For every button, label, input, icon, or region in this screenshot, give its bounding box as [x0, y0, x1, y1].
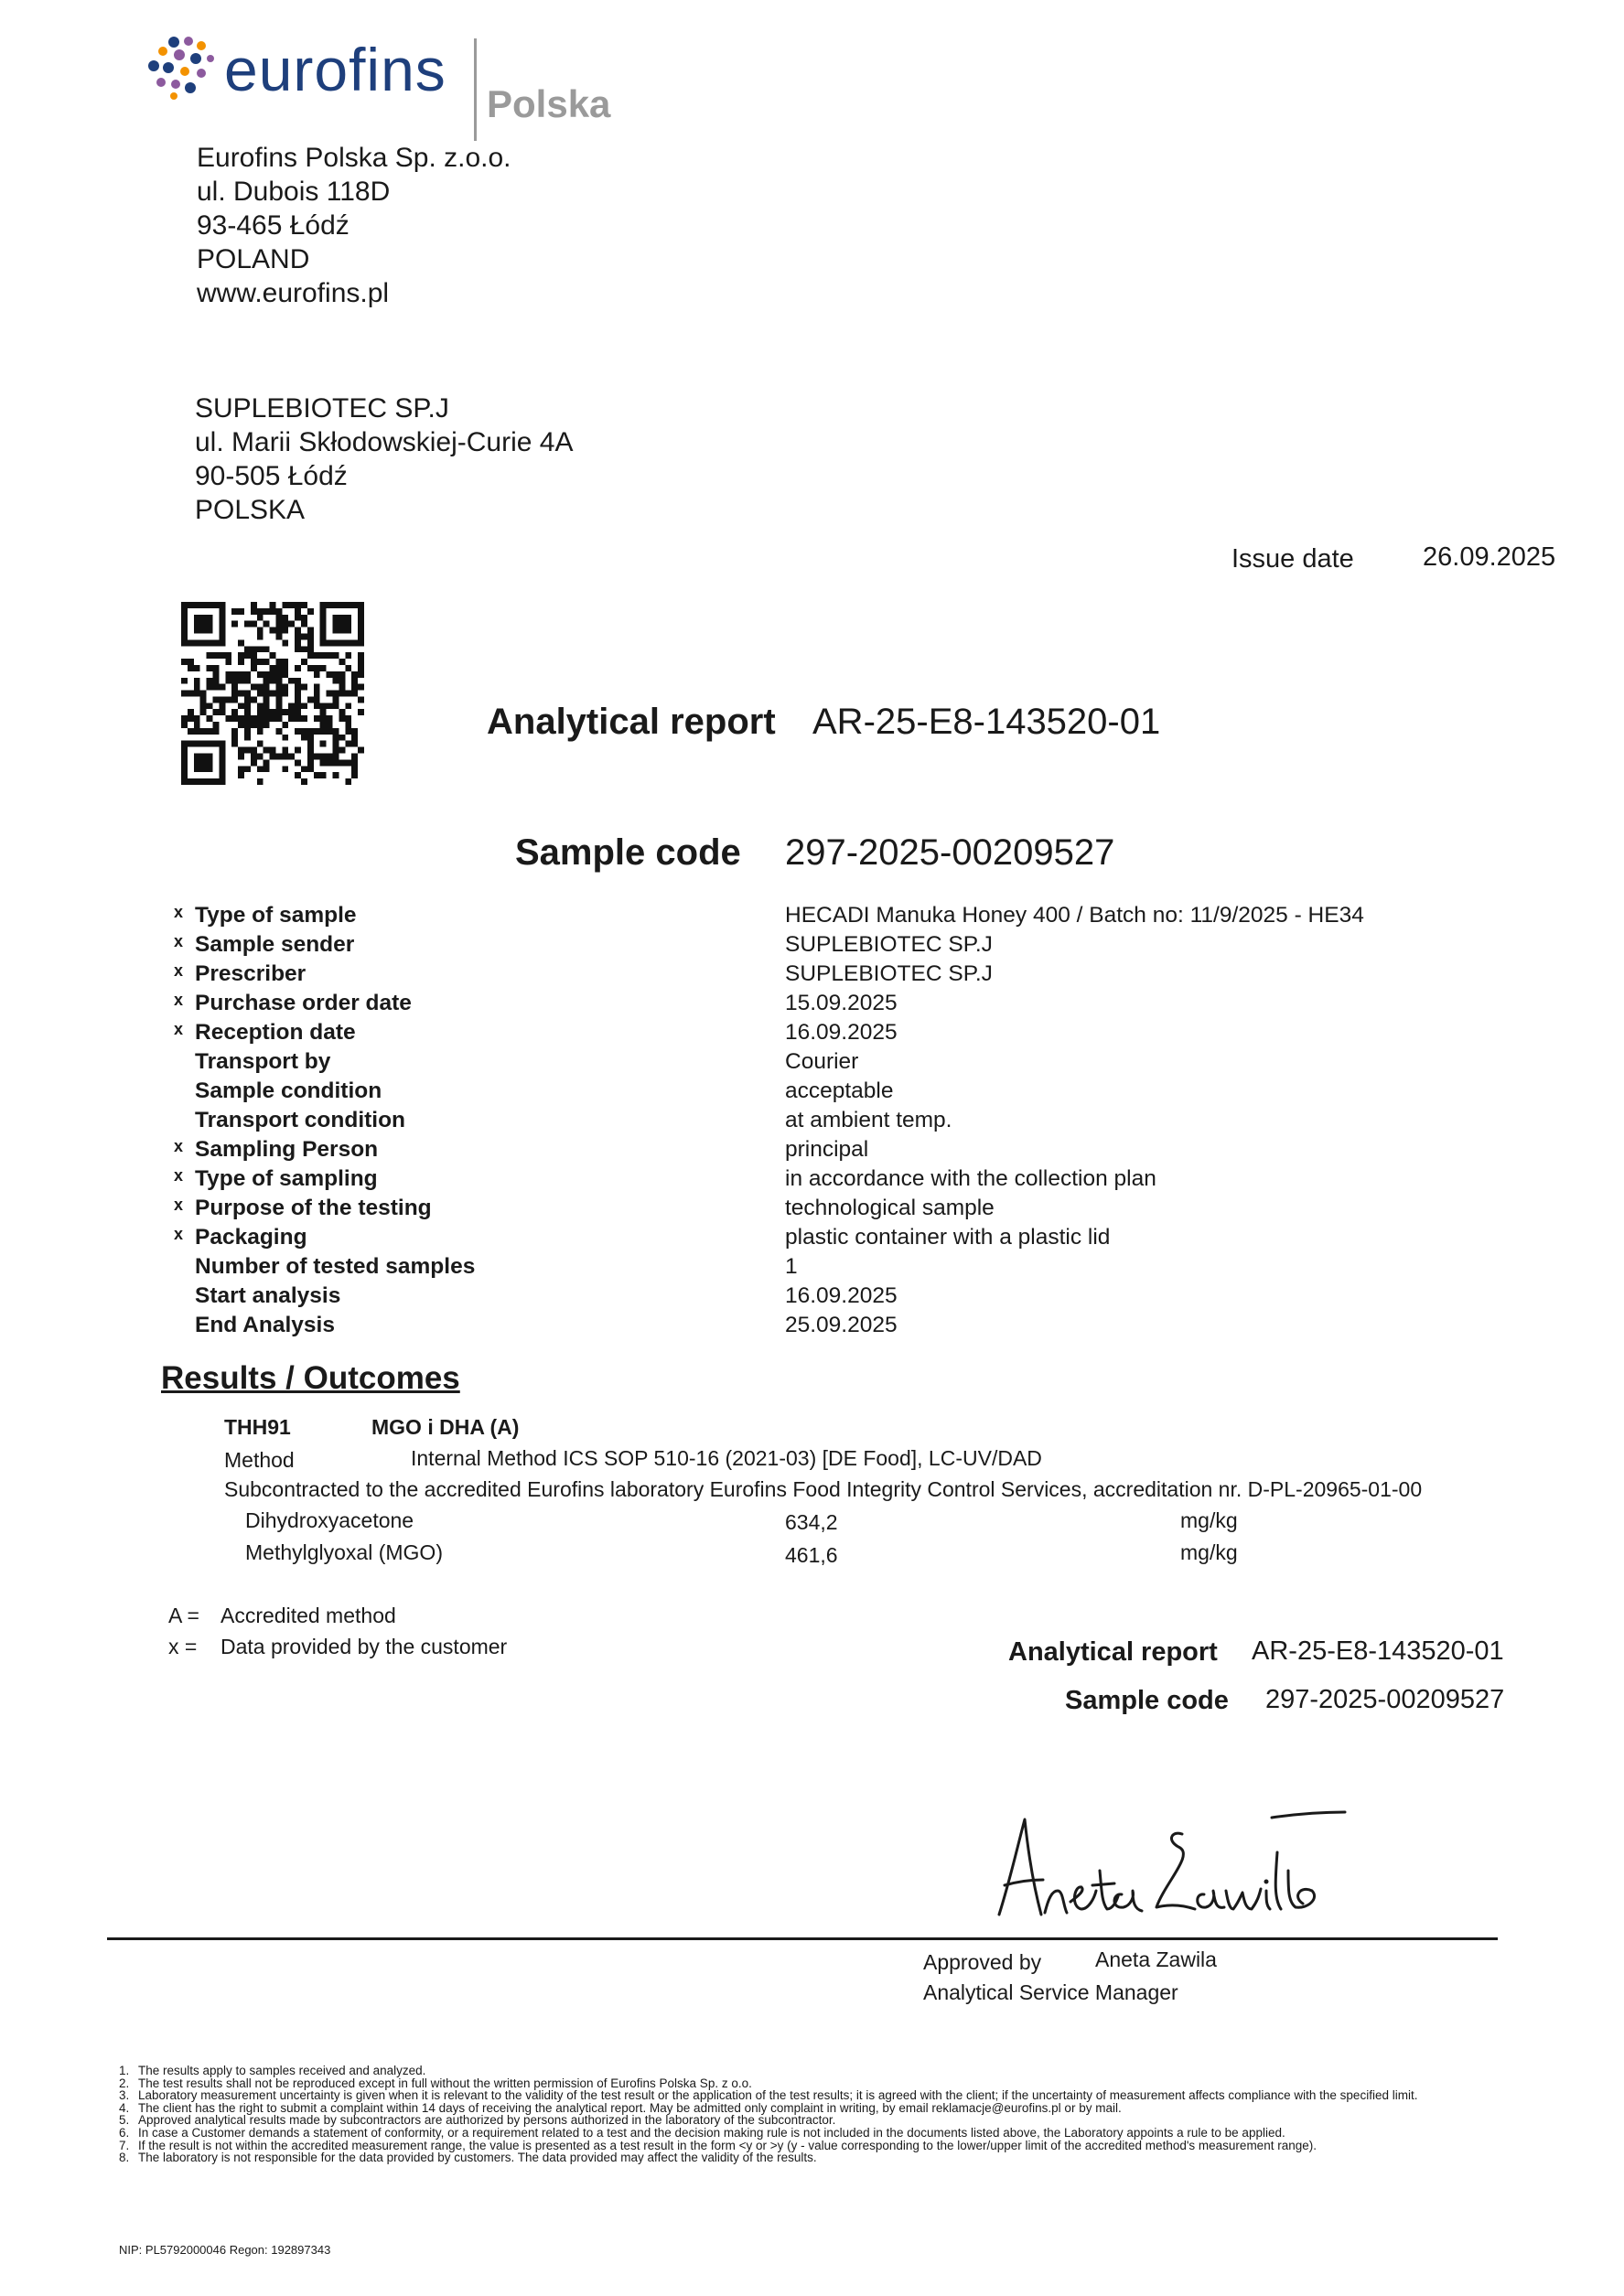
footnote-text: The test results shall not be reproduced except in full without the written permission of Eurofins Polska Sp. z o.o.: [138, 2076, 752, 2090]
approved-by-label: Approved by: [923, 1950, 1042, 1974]
info-row: [174, 1020, 1455, 1049]
footnote-number: 5.: [119, 2113, 130, 2128]
sample-code-value-footer: 297-2025-00209527: [1265, 1685, 1505, 1714]
customer-data-mark: x: [174, 932, 184, 950]
signature-rule: [107, 1937, 1498, 1940]
info-value: 25.09.2025: [785, 1313, 898, 1337]
sample-info-table: [174, 903, 1455, 1342]
result-test-code: THH91: [224, 1415, 291, 1439]
footnote: [119, 2151, 1510, 2164]
customer-data-mark: x: [174, 991, 184, 1009]
customer-data-mark: x: [174, 1137, 184, 1155]
info-label: Type of sample: [195, 903, 357, 928]
info-label: Transport condition: [195, 1108, 406, 1132]
footnote-number: 7.: [119, 2138, 130, 2152]
sample-code-label-footer: Sample code: [1065, 1686, 1229, 1715]
info-value: HECADI Manuka Honey 400 / Batch no: 11/9/2025 - HE34: [785, 903, 1364, 928]
analytical-report-number-footer: AR-25-E8-143520-01: [1252, 1636, 1504, 1666]
info-row: [174, 961, 1455, 991]
info-label: Start analysis: [195, 1283, 341, 1308]
info-value: in accordance with the collection plan: [785, 1166, 1156, 1191]
lab-address-line: ul. Dubois 118D: [197, 177, 391, 207]
footnote: [119, 2102, 1510, 2115]
result-method-label: Method: [224, 1448, 295, 1472]
results-title: Results / Outcomes: [161, 1360, 460, 1396]
info-label: Prescriber: [195, 961, 307, 986]
footnote-text: Approved analytical results made by subcontractors are authorized by persons authorized in the laboratory of the subcontractor.: [138, 2113, 836, 2128]
footnote: [119, 2127, 1510, 2140]
lab-address: [197, 141, 511, 310]
info-row: [174, 1137, 1455, 1166]
result-param-name: Methylglyoxal (MGO): [245, 1540, 443, 1564]
logo-separator: [474, 38, 477, 141]
result-param-value: 634,2: [785, 1510, 838, 1534]
footnote-number: 6.: [119, 2125, 130, 2140]
issue-date-value: 26.09.2025: [1423, 542, 1556, 572]
footnote-text: The client has the right to submit a complaint within 14 days of receiving the analytical report. May be admitted only complaint in writing, by email reklamacje@eurofins.pl or by mail.: [138, 2100, 1122, 2115]
footnote: [119, 2065, 1510, 2077]
eurofins-logo-dots-icon: [146, 35, 225, 101]
client-address: [195, 392, 573, 527]
footnote-number: 2.: [119, 2076, 130, 2090]
footnote: [119, 2077, 1510, 2090]
lab-address-line: POLAND: [197, 244, 310, 274]
analytical-report-label-footer: Analytical report: [1008, 1637, 1218, 1667]
info-row: [174, 932, 1455, 961]
info-label: Sample sender: [195, 932, 355, 957]
lab-address-line: Eurofins Polska Sp. z.o.o.: [197, 143, 511, 173]
footnote-number: 3.: [119, 2088, 130, 2103]
info-label: Reception date: [195, 1020, 356, 1045]
customer-data-mark: x: [174, 961, 184, 980]
client-address-line: 90-505 Łódź: [195, 461, 348, 491]
info-value: 1: [785, 1254, 798, 1279]
info-label: Sampling Person: [195, 1137, 379, 1162]
customer-data-mark: x: [174, 903, 184, 921]
customer-data-mark: x: [174, 1020, 184, 1038]
footnote-text: The laboratory is not responsible for the data provided by customers. The data provided may affect the validity of the results.: [138, 2151, 817, 2165]
customer-data-mark: x: [174, 1166, 184, 1185]
sample-code-value: 297-2025-00209527: [785, 832, 1115, 873]
footnote-number: 4.: [119, 2100, 130, 2115]
issue-date-label: Issue date: [1231, 544, 1354, 574]
lab-website: www.eurofins.pl: [197, 278, 390, 308]
info-value: technological sample: [785, 1196, 995, 1220]
info-row: [174, 1078, 1455, 1108]
info-value: 16.09.2025: [785, 1020, 898, 1045]
result-param-value: 461,6: [785, 1543, 838, 1567]
info-label: Packaging: [195, 1225, 307, 1250]
result-param-name: Dihydroxyacetone: [245, 1508, 414, 1532]
company-registration: NIP: PL5792000046 Regon: 192897343: [119, 2243, 331, 2257]
analytical-report-label: Analytical report: [487, 702, 776, 742]
info-label: End Analysis: [195, 1313, 335, 1337]
info-row: [174, 1108, 1455, 1137]
info-label: Number of tested samples: [195, 1254, 476, 1279]
info-value: 15.09.2025: [785, 991, 898, 1015]
footnote-number: 8.: [119, 2151, 130, 2165]
logo-country: Polska: [487, 82, 611, 125]
result-test-name: MGO i DHA (A): [371, 1415, 520, 1439]
footnote-text: In case a Customer demands a statement of conformity, or a requirement related to a test and the decision making rule is not included in the documents listed above, the Laboratory appoints a rule to be applied.: [138, 2125, 1285, 2140]
info-row: [174, 903, 1455, 932]
info-row: [174, 1166, 1455, 1196]
info-value: SUPLEBIOTEC SP.J: [785, 961, 993, 986]
info-row: [174, 1254, 1455, 1283]
client-address-line: POLSKA: [195, 495, 306, 525]
info-value: plastic container with a plastic lid: [785, 1225, 1111, 1250]
info-row: [174, 1313, 1455, 1342]
info-value: Courier: [785, 1049, 859, 1074]
info-value: acceptable: [785, 1078, 894, 1103]
handwritten-signature: [986, 1807, 1352, 1935]
info-label: Transport by: [195, 1049, 331, 1074]
info-value: at ambient temp.: [785, 1108, 952, 1132]
footnote-text: The results apply to samples received and analyzed.: [138, 2064, 426, 2077]
info-value: SUPLEBIOTEC SP.J: [785, 932, 993, 957]
approver-name: Aneta Zawila: [1095, 1947, 1217, 1971]
footnote: [119, 2140, 1510, 2152]
legend-accredited-key: A =: [168, 1604, 199, 1627]
info-label: Purpose of the testing: [195, 1196, 432, 1220]
client-address-line: SUPLEBIOTEC SP.J: [195, 393, 449, 424]
info-label: Type of sampling: [195, 1166, 378, 1191]
legend-customer-key: x =: [168, 1635, 198, 1658]
result-param-unit: mg/kg: [1180, 1508, 1238, 1532]
info-row: [174, 1196, 1455, 1225]
footnote: [119, 2114, 1510, 2127]
info-value: principal: [785, 1137, 869, 1162]
analytical-report-number: AR-25-E8-143520-01: [812, 702, 1161, 742]
result-method-value: Internal Method ICS SOP 510-16 (2021-03) [DE Food], LC-UV/DAD: [411, 1446, 1042, 1470]
customer-data-mark: x: [174, 1196, 184, 1214]
info-row: [174, 1049, 1455, 1078]
info-row: [174, 1283, 1455, 1313]
lab-address-line: 93-465 Łódź: [197, 210, 350, 241]
result-subcontracted-note: Subcontracted to the accredited Eurofins laboratory Eurofins Food Integrity Control Services, accreditation nr. D-PL-20965-01-00: [224, 1477, 1423, 1501]
footnotes: [119, 2065, 1510, 2164]
footnote-number: 1.: [119, 2064, 130, 2077]
info-value: 16.09.2025: [785, 1283, 898, 1308]
footnote-text: Laboratory measurement uncertainty is given when it is relevant to the validity of the test result or the application of the test results; it is agreed with the client; if the uncertainty of measurement affects compliance with the specified limit.: [138, 2088, 1418, 2103]
result-param-unit: mg/kg: [1180, 1540, 1238, 1564]
info-row: [174, 1225, 1455, 1254]
footnote: [119, 2089, 1510, 2102]
info-label: Purchase order date: [195, 991, 412, 1015]
approver-title: Analytical Service Manager: [923, 1980, 1178, 2004]
sample-code-label: Sample code: [515, 832, 741, 873]
footnote-text: If the result is not within the accredited measurement range, the value is presented as a test result in the form <y or >y (y - value corresponding to the lower/upper limit of the accredited method's measurement range).: [138, 2138, 1317, 2152]
info-label: Sample condition: [195, 1078, 382, 1103]
legend-customer-text: Data provided by the customer: [220, 1635, 508, 1658]
logo-wordmark: eurofins: [224, 36, 446, 103]
info-row: [174, 991, 1455, 1020]
customer-data-mark: x: [174, 1225, 184, 1243]
legend-accredited-text: Accredited method: [220, 1604, 396, 1627]
qr-code-icon: [177, 602, 368, 785]
client-address-line: ul. Marii Skłodowskiej-Curie 4A: [195, 427, 574, 457]
